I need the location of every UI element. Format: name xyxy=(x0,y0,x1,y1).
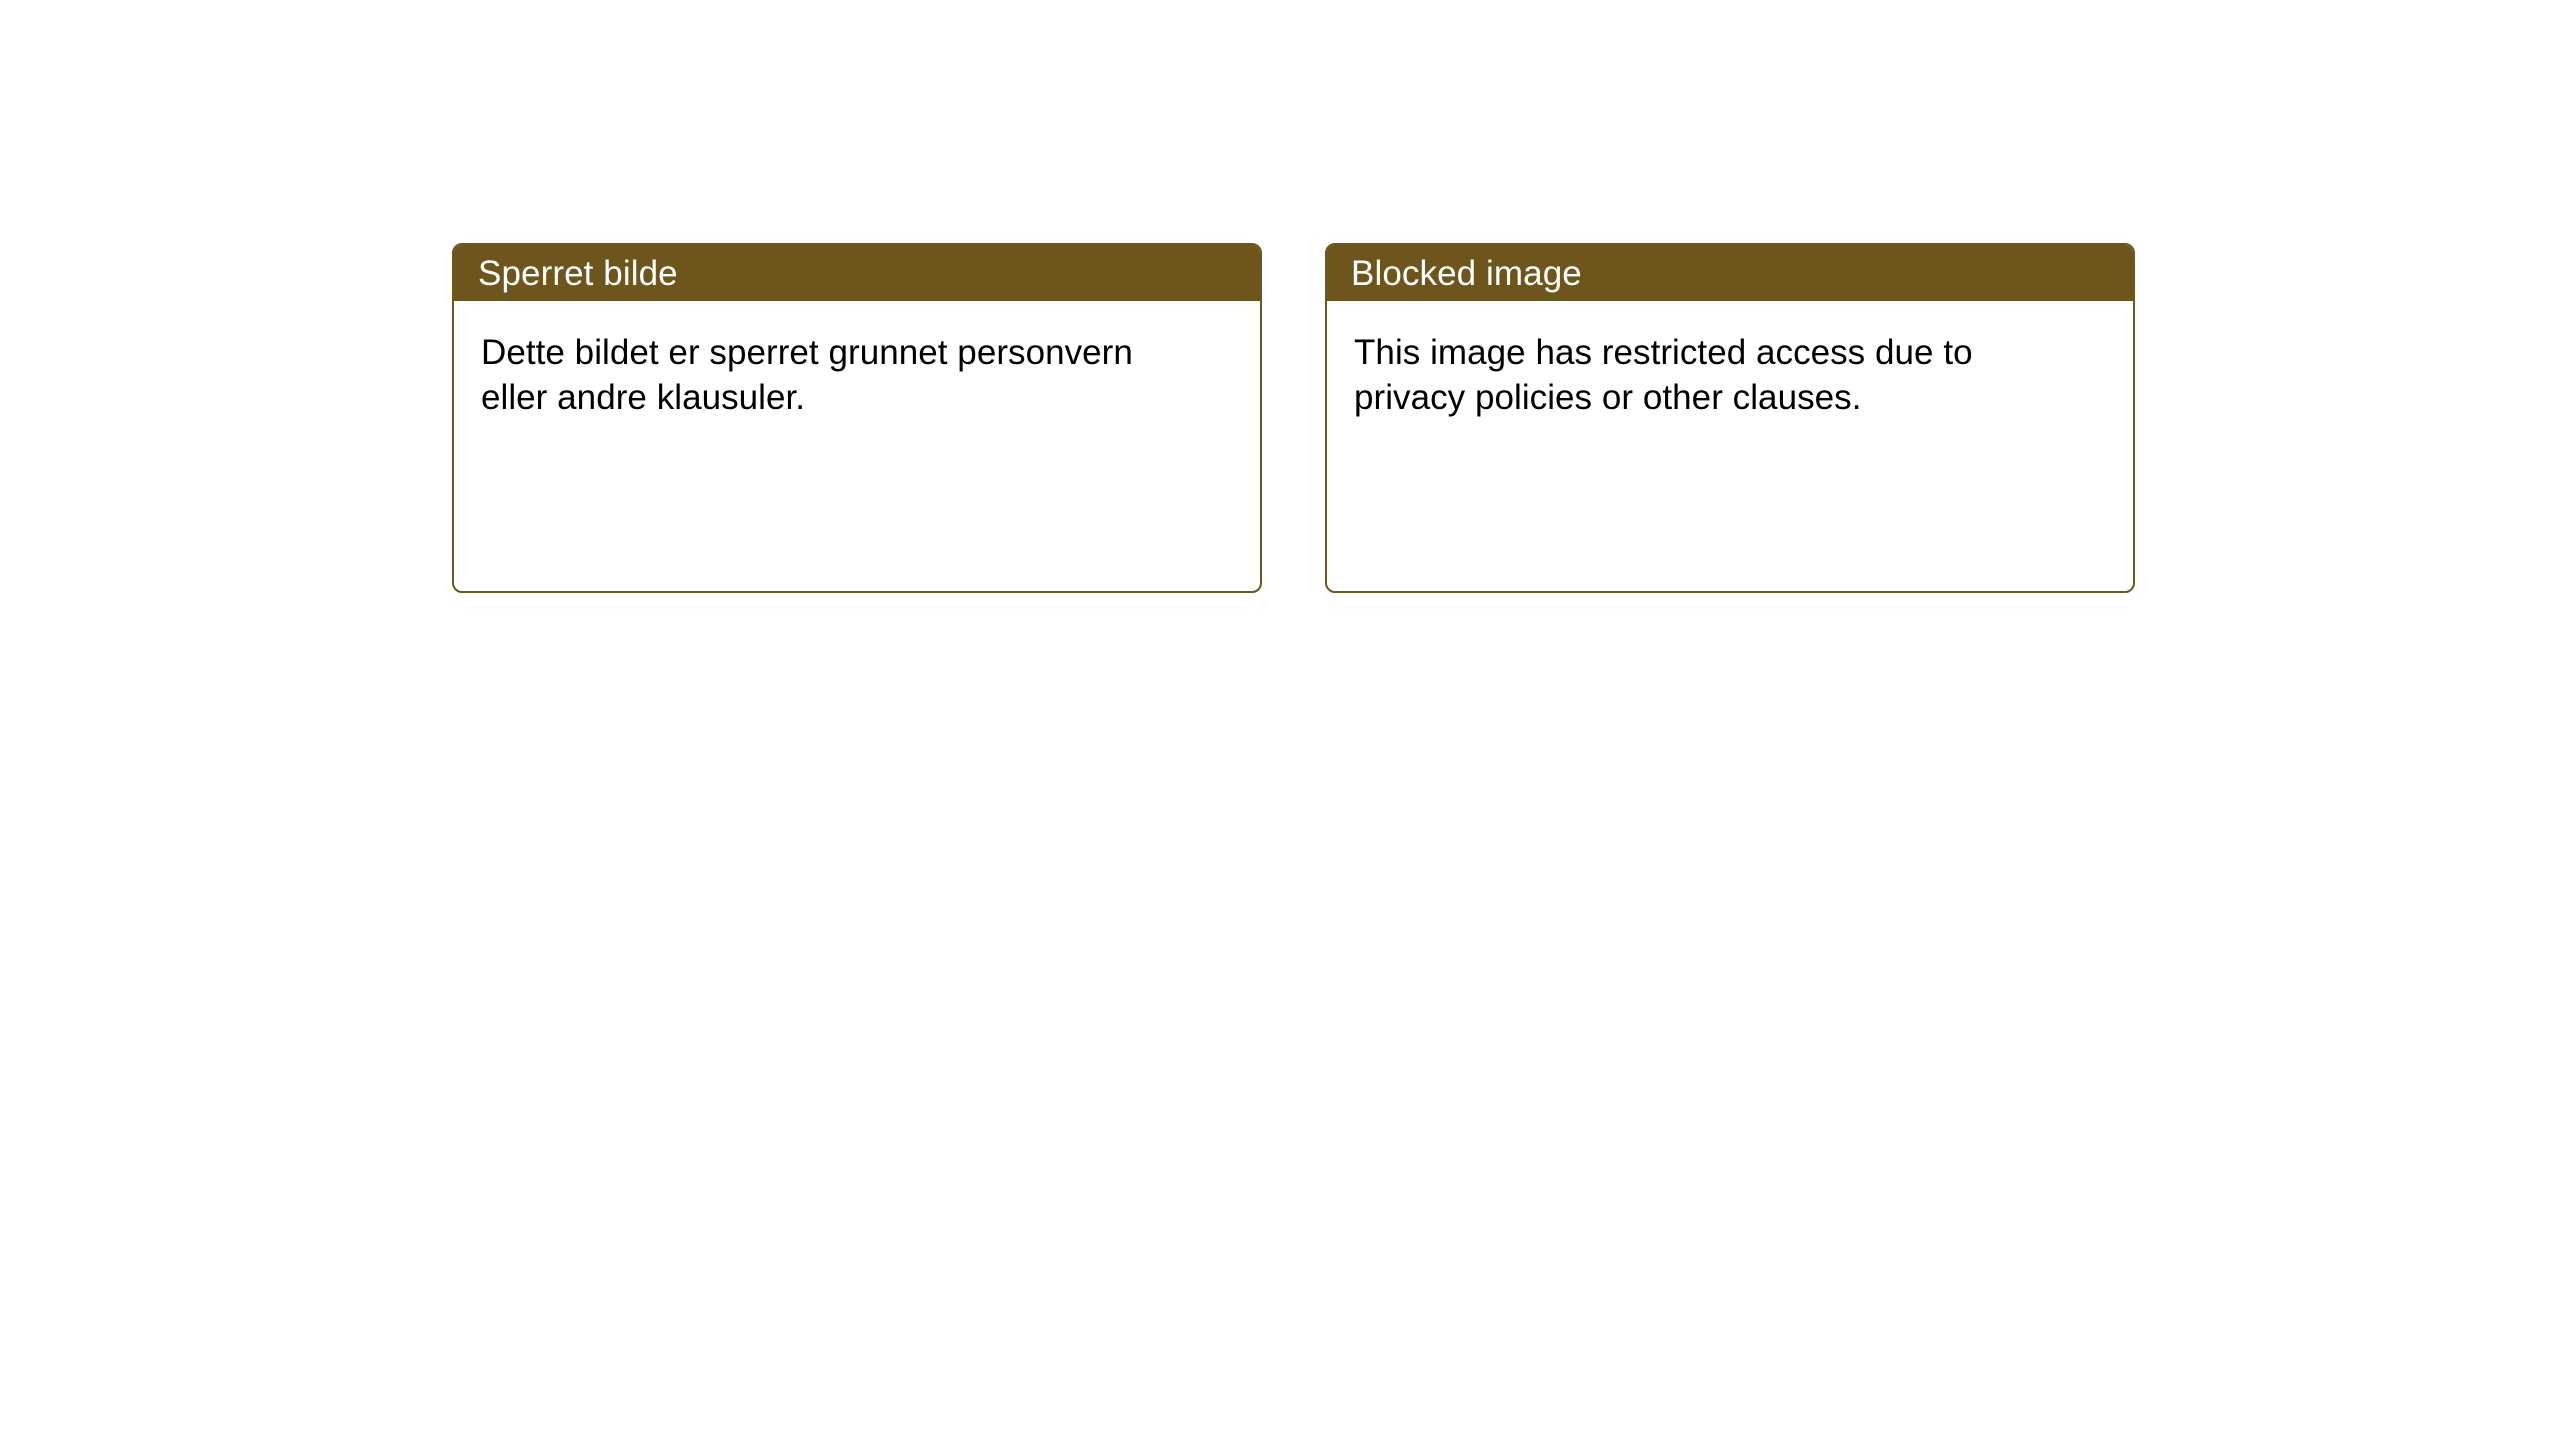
card-title-norwegian: Sperret bilde xyxy=(478,253,678,293)
card-header-english xyxy=(1327,245,2133,301)
card-body-english xyxy=(1327,301,2133,420)
blocked-image-notices xyxy=(452,243,2135,593)
card-body-norwegian xyxy=(454,301,1260,420)
card-header-norwegian xyxy=(454,245,1260,301)
blocked-image-card-norwegian xyxy=(452,243,1262,593)
card-message-english: This image has restricted access due to privacy policies or other clauses. xyxy=(1354,333,1973,418)
card-message-norwegian: Dette bildet er sperret grunnet personvern eller andre klausuler. xyxy=(481,333,1133,418)
blocked-image-card-english xyxy=(1325,243,2135,593)
card-title-english: Blocked image xyxy=(1351,253,1582,293)
